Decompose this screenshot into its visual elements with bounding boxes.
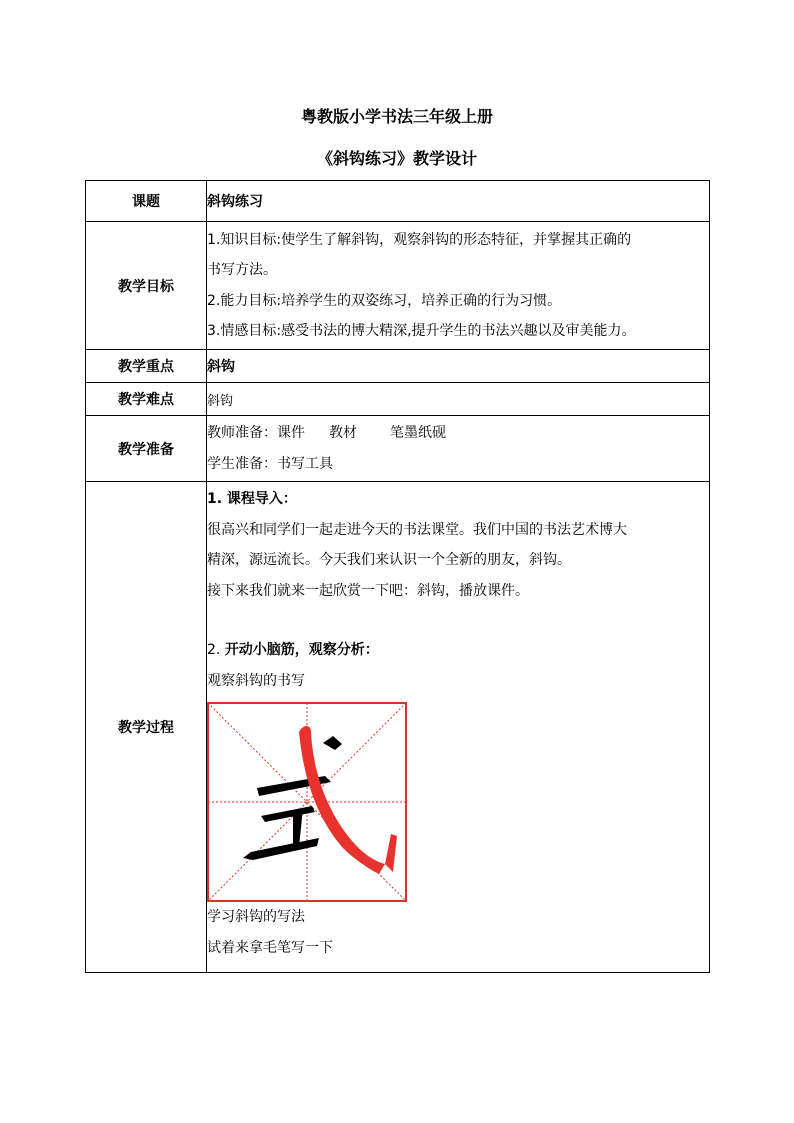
teacher-preparation: [207, 418, 709, 449]
spacer: [207, 606, 709, 635]
section-heading: [207, 635, 709, 666]
section-title: 开动小脑筋，观察分析：: [224, 642, 379, 658]
prep-item: 笔墨纸砚: [390, 425, 446, 441]
process-label: 教学过程: [86, 482, 207, 973]
prep-item: 课件: [277, 425, 305, 441]
document-subtitle: 《斜钩练习》教学设计: [316, 149, 477, 168]
goal-line: 3.情感目标:感受书法的博大精深,提升学生的书法兴趣以及审美能力。: [207, 323, 636, 339]
topic-label: 课题: [86, 181, 207, 222]
row-key-point: [86, 350, 710, 383]
document-title: 粤教版小学书法三年级上册: [300, 107, 493, 126]
key-point-label: 教学重点: [86, 350, 207, 383]
calligraphy-grid: [207, 702, 407, 902]
character-black-strokes: [243, 736, 342, 860]
prep-item: 教材: [329, 425, 357, 441]
goal-line: 2.能力目标:培养学生的双姿练习，培养正确的行为习惯。: [207, 292, 562, 309]
paragraph-line: 学习斜钩的写法: [207, 909, 305, 925]
student-preparation: 学生准备：书写工具: [207, 455, 333, 472]
teacher-prefix: 教师准备：: [207, 425, 277, 441]
row-process: [86, 482, 710, 973]
difficulty-value: 斜钩: [207, 383, 710, 416]
lesson-plan-table: [85, 180, 710, 973]
key-point-value: 斜钩: [207, 350, 710, 383]
section-number: 2.: [207, 642, 225, 658]
section-heading: 1. 课程导入：: [207, 491, 297, 507]
paragraph-line: 接下来我们就来一起欣赏一下吧：斜钩，播放课件。: [207, 582, 529, 599]
calligraphy-grid-figure: [207, 702, 407, 902]
goals-label: 教学目标: [86, 222, 207, 350]
row-preparation: [86, 416, 710, 482]
paragraph-line: 试着来拿毛笔写一下: [207, 939, 333, 956]
goal-line: 1.知识目标:使学生了解斜钩，观察斜钩的形态特征，并掌握其正确的: [207, 231, 632, 248]
row-difficulty: [86, 383, 710, 416]
goal-line: 书写方法。: [207, 262, 277, 278]
paragraph-line: 观察斜钩的书写: [207, 672, 305, 689]
paragraph-line: 精深，源远流长。今天我们来认识一个全新的朋友，斜钩。: [207, 552, 571, 568]
row-goals: [86, 222, 710, 350]
preparation-content: [207, 416, 710, 482]
difficulty-label: 教学难点: [86, 383, 207, 416]
goals-content: [207, 222, 710, 350]
row-topic: [86, 181, 710, 222]
topic-value: 斜钩练习: [207, 181, 710, 222]
process-content: [207, 482, 710, 973]
character-slanted-hook-stroke: [299, 726, 397, 874]
paragraph-line: 很高兴和同学们一起走进今天的书法课堂。我们中国的书法艺术博大: [207, 521, 627, 538]
preparation-label: 教学准备: [86, 416, 207, 482]
